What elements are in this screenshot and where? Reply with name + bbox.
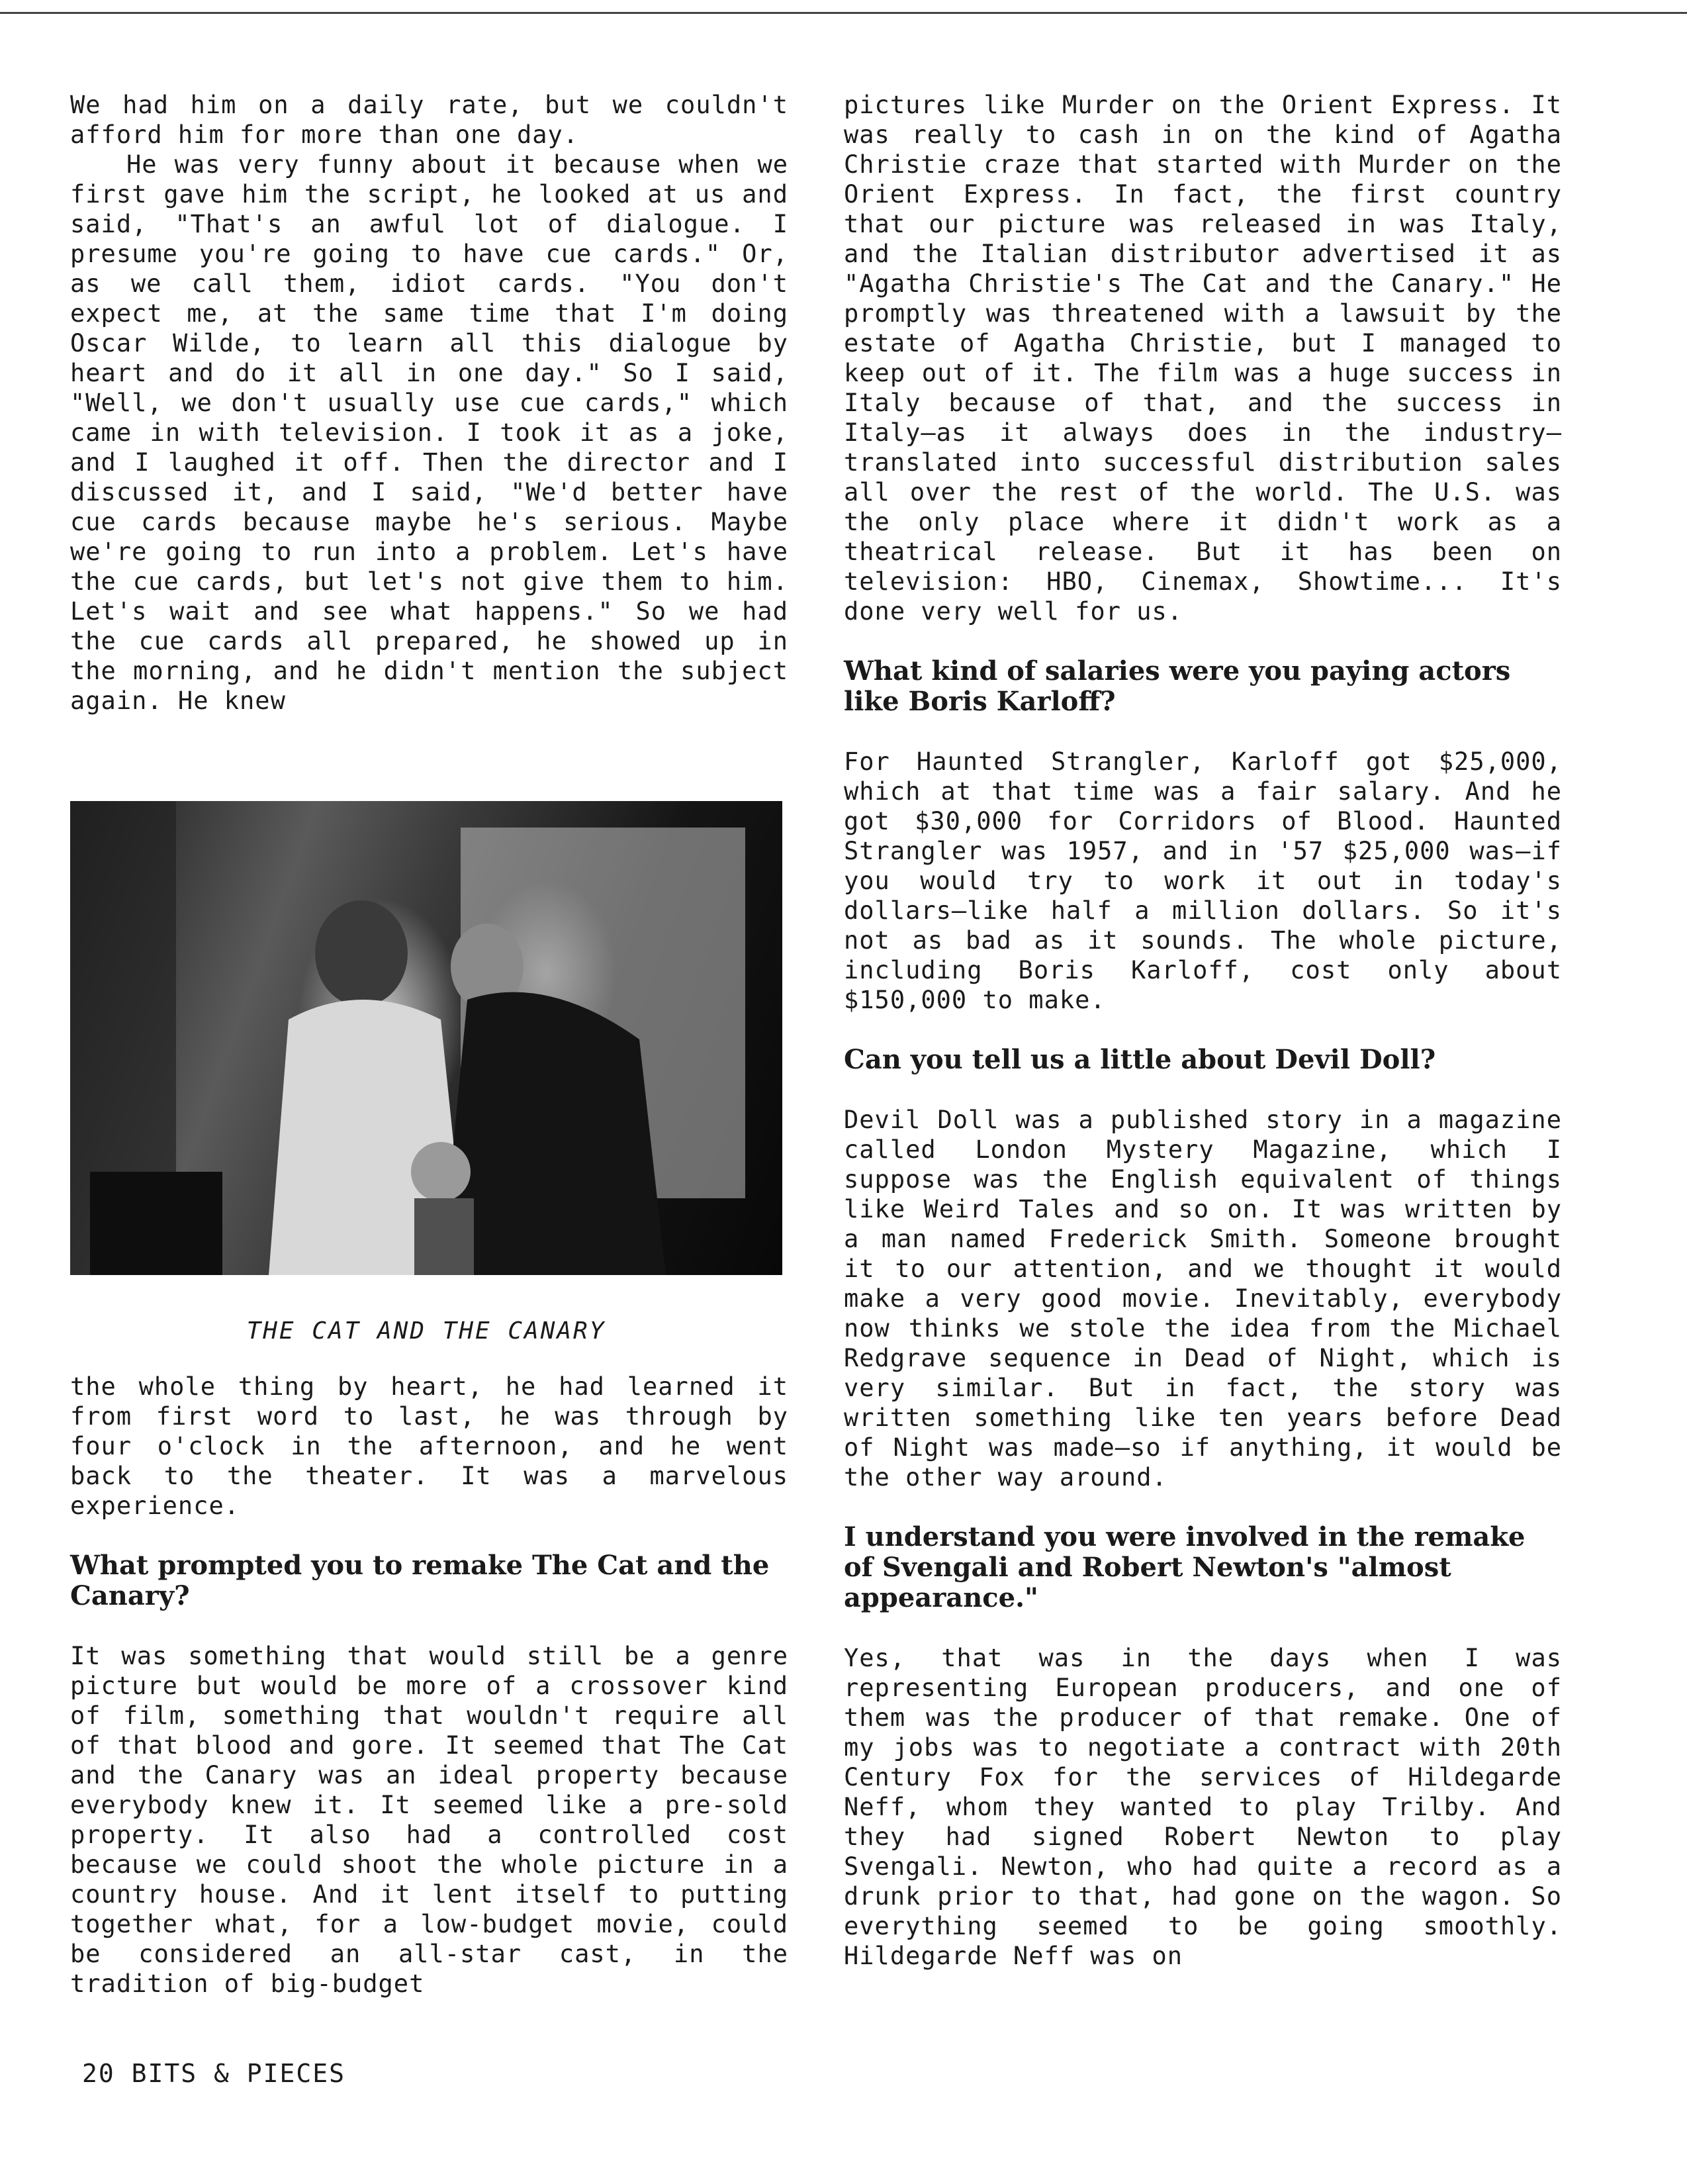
- left-column-top: [70, 90, 788, 716]
- body-paragraph: the whole thing by heart, he had learned it from first word to last, he was through by four o'clock in the afternoon, and he went back to the theater. It was a marvelous experience.: [70, 1372, 788, 1520]
- right-column: [844, 90, 1562, 1971]
- page-footer: 20 BITS & PIECES: [82, 2059, 346, 2088]
- interview-question: I understand you were involved in the remake of Svengali and Robert Newton's "almost appearance.": [844, 1521, 1526, 1613]
- woman-head: [315, 900, 408, 1006]
- film-still-photo: [70, 801, 782, 1275]
- interview-answer: Yes, that was in the days when I was representing European producers, and one of them was the producer of that remake. One of my jobs was to negotiate a contract with 20th Century Fox for the services of Hildegarde Neff, whom they wanted to play Trilby. And they had signed Robert Newton to play Svengali. Newton, who had quite a record as a drunk prior to that, had gone on the wagon. So everything seemed to be going smoothly. Hildegarde Neff was on: [844, 1644, 1562, 1970]
- interview-answer: It was something that would still be a genre picture but would be more of a crossover kind of film, something that wouldn't require all of that blood and gore. It seemed that The Cat and the Canary was an ideal property because everybody knew it. It seemed like a pre-sold property. It also had a controlled cost because we could shoot the whole picture in a country house. And it lent itself to putting together what, for a low-budget movie, could be considered an all-star cast, in the tradition of big-budget: [70, 1642, 788, 1998]
- photo-caption: THE CAT AND THE CANARY: [246, 1317, 606, 1345]
- left-column-bottom: [70, 1372, 788, 1999]
- interview-question: Can you tell us a little about Devil Doll?: [844, 1044, 1436, 1075]
- man-figure: [441, 992, 666, 1275]
- interview-answer: Devil Doll was a published story in a magazine called London Mystery Magazine, which I suppose was the English equivalent of things like Weird Tales and so on. It was written by a man named Frederick Smith. Someone brought it to our attention, and we thought it would make a very good movie. Inevitably, everybody now thinks we stole the idea from the Michael Redgrave sequence in Dead of Night, which is very similar. But in fact, the story was written something like ten years before Dead of Night was made—so if anything, it would be the other way around.: [844, 1106, 1562, 1492]
- body-paragraph: We had him on a daily rate, but we couldn't afford him for more than one day.: [70, 91, 788, 149]
- foreground-machinery: [90, 1172, 222, 1275]
- interview-answer: For Haunted Strangler, Karloff got $25,000, which at that time was a fair salary. And he got $30,000 for Corridors of Blood. Haunted Strangler was 1957, and in '57 $25,000 was—if you would try to work it out in today's dollars—like half a million dollars. So it's not as bad as it sounds. The whole picture, including Boris Karloff, cost only about $150,000 to make.: [844, 747, 1562, 1014]
- interview-question: What prompted you to remake The Cat and the Canary?: [70, 1550, 770, 1611]
- body-paragraph: pictures like Murder on the Orient Express. It was really to cash in on the kind of Agatha Christie craze that started with Murder on the Orient Express. In fact, the first country that our picture was released in was Italy, and the Italian distributor advertised it as "Agatha Christie's The Cat and the Canary." He promptly was threatened with a lawsuit by the estate of Agatha Christie, but I managed to keep out of it. The film was a huge success in Italy because of that, and the success in Italy—as it always does in the industry—translated into successful distribution sales all over the rest of the world. The U.S. was the only place where it didn't work as a theatrical release. But it has been on television: HBO, Cinemax, Showtime... It's done very well for us.: [844, 91, 1562, 626]
- film-still-illustration: [70, 801, 782, 1275]
- projector-base: [414, 1198, 474, 1275]
- body-paragraph: He was very funny about it because when we first gave him the script, he looked at us and said, "That's an awful lot of dialogue. I presume you're going to have cue cards." Or, as we call them, idiot cards. "You don't expect me, at the same time that I'm doing Oscar Wilde, to learn all this dialogue by heart and do it all in one day." So I said, "Well, we don't usually use cue cards," which came in with television. I took it as a joke, and I laughed it off. Then the director and I discussed it, and I said, "We'd better have cue cards because maybe he's serious. Maybe we're going to run into a problem. Let's have the cue cards, but let's not give them to him. Let's wait and see what happens." So we had the cue cards all prepared, he showed up in the morning, and he didn't mention the subject again. He knew: [70, 150, 788, 715]
- top-rule: [0, 12, 1687, 14]
- projector-reel: [411, 1142, 471, 1202]
- interview-question: What kind of salaries were you paying actors like Boris Karloff?: [844, 655, 1511, 717]
